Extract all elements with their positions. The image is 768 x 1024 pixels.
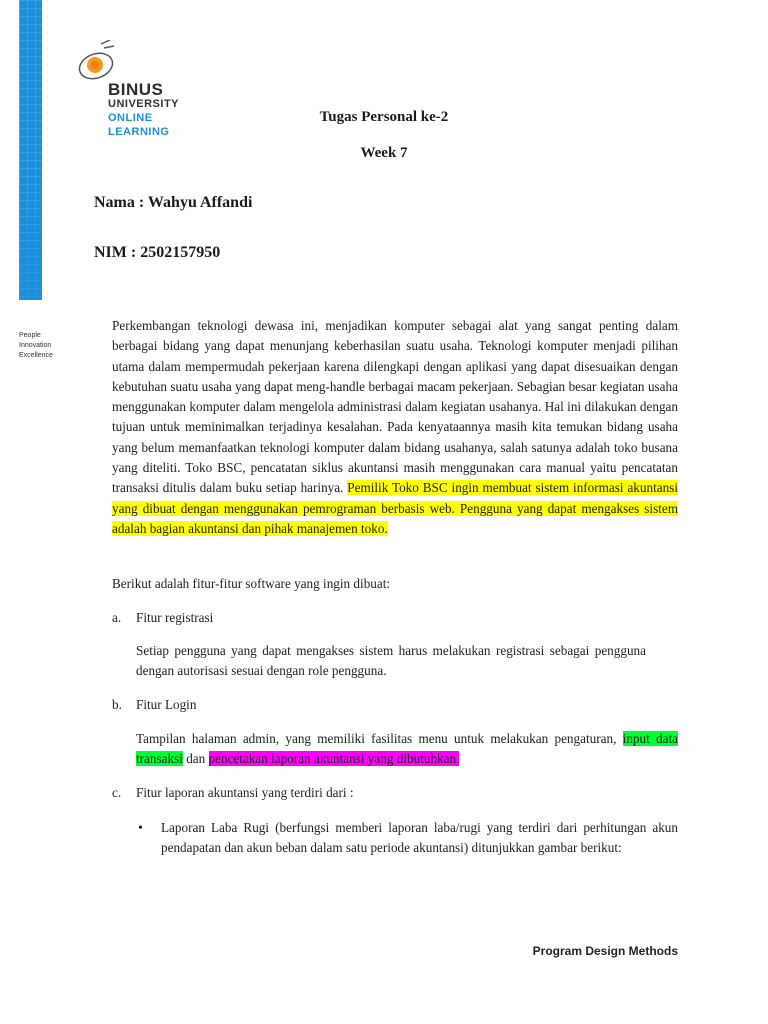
feature-login-text [136,729,678,770]
feature-registrasi-title: Fitur registrasi [136,610,214,625]
paragraph-intro [112,316,678,539]
paragraph-text: Perkembangan teknologi dewasa ini, menjadikan komputer sebagai alat yang sangat penting dalam berbagai bidang yang dapat menunjang keberhasilan suatu usaha. Teknologi komputer menjadi pilihan utama dalam mempermudah pekerjaan karena dilengkapi dengan aplikasi yang dapat disesuaikan dengan kebutuhan suatu usaha yang dapat meng-handle berbagai macam pekerjaan. Sebagian besar kegiatan usaha menggunakan komputer dalam mengelola administrasi dalam kegiatan usahanya. Hal ini dilakukan dengan tujuan untuk meminimalkan terjadinya kesalahan. Pada kenyataannya masih kita temukan bidang usaha yang belum memanfaatkan teknologi komputer dalam bidang usahanya, salah satunya adalah toko busana yang diteliti. Toko BSC, pencatatan siklus akuntansi masih menggunakan cara manual yaitu pencatatan transaksi ditulis dalam buku setiap harinya. [112,318,678,496]
tagline-line: People [19,332,41,339]
logo-university: UNIVERSITY [108,98,180,110]
week-label: Week 7 [360,145,408,161]
features-intro: Berikut adalah fitur-fitur software yang ingin dibuat: [112,576,391,591]
list-label-a: a. [112,610,122,625]
logo-learning: LEARNING [108,126,170,138]
login-text-pre: Tampilan halaman admin, yang memiliki fasilitas menu untuk melakukan pengaturan, [136,731,623,746]
document-title: Tugas Personal ke-2 [319,109,449,125]
logo-binus: BINUS [108,80,164,99]
feature-registrasi-text: Setiap pengguna yang dapat mengakses sistem harus melakukan registrasi sebagai pengguna dengan autorisasi sesuai dengan role pengguna. [136,643,646,679]
highlighted-text-magenta: pencetakan laporan akuntansi yang dibutuhkan. [208,751,460,767]
logo-online: ONLINE [108,112,153,124]
student-name: Nama : Wahyu Affandi [94,194,253,211]
tagline [19,331,53,361]
highlighted-text-yellow: Pemilik Toko BSC ingin membuat sistem informasi akuntansi yang dibuat dengan menggunakan pemrograman berbasis web. Pengguna yang dapat mengakses sistem adalah bagian akuntansi dan pihak manajemen toko. [112,480,678,536]
list-label-b: b. [112,697,122,712]
bullet-laba-rugi: Laporan Laba Rugi (berfungsi memberi laporan laba/rugi yang terdiri dari perhitungan akun pendapatan dan akun beban dalam satu periode akuntansi) ditunjukkan gambar berikut: [161,820,678,856]
tagline-line: Innovation [19,342,52,349]
login-text-mid: dan [182,751,209,767]
logo-emblem-icon [74,40,114,84]
tagline-line: Excellence [19,352,53,359]
list-label-c: c. [112,785,122,800]
highlighted-text-green: input data transaksi [136,731,679,767]
footer-course: Program Design Methods [532,944,678,958]
bullet-icon: • [138,821,143,836]
student-nim: NIM : 2502157950 [94,244,221,261]
feature-login-title: Fitur Login [136,697,197,712]
feature-laporan-title: Fitur laporan akuntansi yang terdiri dari : [136,785,354,800]
